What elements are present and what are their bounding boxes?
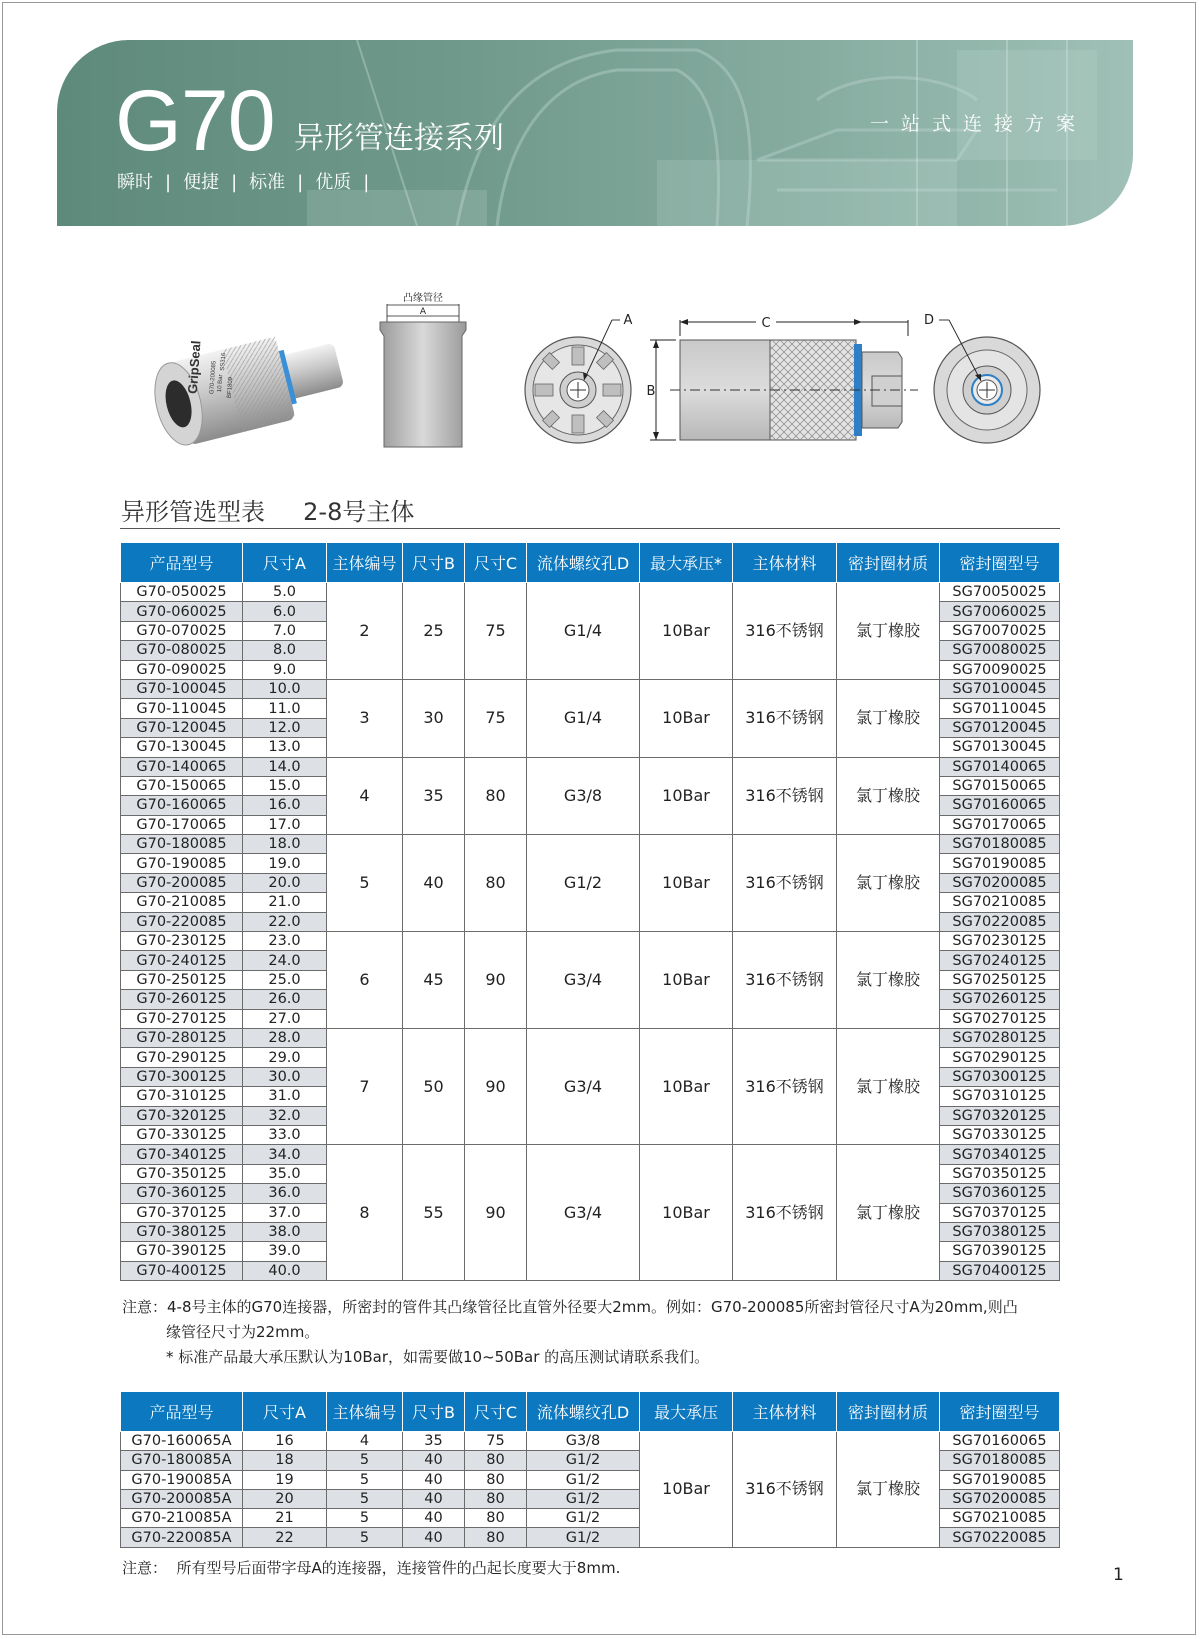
cell-seal-material: 氯丁橡胶: [837, 1432, 940, 1548]
cell-model: G70-060025: [121, 602, 243, 621]
cell-body-number: 3: [327, 679, 403, 757]
cell-model: G70-380125: [121, 1222, 243, 1241]
tag-separator: |: [165, 172, 172, 193]
cell-size-a: 20: [243, 1489, 327, 1508]
cell-size-a: 6.0: [243, 602, 327, 621]
cell-body-number: 4: [327, 1432, 403, 1451]
cell-size-a: 16.0: [243, 796, 327, 815]
dimension-c-label: C: [761, 316, 771, 331]
pressure-engraving: 10 Bar: [217, 374, 225, 393]
cell-model: G70-140065: [121, 757, 243, 776]
cell-seal-material: 氯丁橡胶: [837, 1145, 940, 1281]
cell-seal-model: SG70260125: [940, 990, 1060, 1009]
header-size-b: 尺寸B: [403, 1392, 465, 1432]
cell-max-pressure: 10Bar: [640, 1145, 733, 1281]
side-view-drawing: [636, 308, 926, 448]
cell-model: G70-100045: [121, 679, 243, 698]
series-subtitle: 异形管连接系列: [294, 121, 504, 156]
cell-size-a: 25.0: [243, 970, 327, 989]
cell-body-number: 5: [327, 1528, 403, 1547]
tag-separator: |: [363, 172, 370, 193]
cell-size-a: 27.0: [243, 1009, 327, 1028]
cell-size-a: 15.0: [243, 776, 327, 795]
cell-thread-d: G1/2: [527, 1470, 640, 1489]
header-size-a: 尺寸A: [243, 1392, 327, 1432]
tag-convenient: 便捷: [183, 172, 220, 193]
cell-size-b: 45: [403, 932, 465, 1029]
header-seal-material: 密封圈材质: [837, 543, 940, 583]
cell-size-a: 18.0: [243, 835, 327, 854]
cell-max-pressure: 10Bar: [640, 1432, 733, 1548]
cell-model: G70-240125: [121, 951, 243, 970]
cell-size-a: 8.0: [243, 641, 327, 660]
cell-seal-model: SG70230125: [940, 932, 1060, 951]
header-model: 产品型号: [121, 1392, 243, 1432]
note-main-table: [122, 1295, 1082, 1370]
cell-size-c: 80: [465, 1509, 527, 1528]
cell-size-a: 18: [243, 1451, 327, 1470]
cell-model: G70-220085A: [121, 1528, 243, 1547]
tag-separator: |: [231, 172, 238, 193]
cell-body-material: 316不锈钢: [733, 835, 837, 932]
cell-seal-model: SG70310125: [940, 1087, 1060, 1106]
cell-seal-model: SG70150065: [940, 776, 1060, 795]
cell-seal-model: SG70290125: [940, 1048, 1060, 1067]
cell-seal-model: SG70110045: [940, 699, 1060, 718]
cell-max-pressure: 10Bar: [640, 583, 733, 680]
dimension-b-label: B: [646, 384, 656, 399]
cell-seal-model: SG70250125: [940, 970, 1060, 989]
cell-size-b: 55: [403, 1145, 465, 1281]
note-line-3: * 标准产品最大承压默认为10Bar，如需要做10~50Bar 的高压测试请联系我们。: [166, 1348, 710, 1366]
cell-size-c: 90: [465, 932, 527, 1029]
model-engraving: G70-200085: [209, 360, 218, 395]
cell-model: G70-180085: [121, 835, 243, 854]
cell-size-b: 50: [403, 1028, 465, 1144]
cell-size-a: 22: [243, 1528, 327, 1547]
cell-body-number: 5: [327, 1489, 403, 1508]
cell-model: G70-270125: [121, 1009, 243, 1028]
cell-size-a: 32.0: [243, 1106, 327, 1125]
page-number: 1: [1113, 1565, 1124, 1585]
cell-thread-d: G3/8: [527, 757, 640, 835]
cell-seal-model: SG70270125: [940, 1009, 1060, 1028]
header-thread-d: 流体螺纹孔D: [527, 543, 640, 583]
cell-body-material: 316不锈钢: [733, 583, 837, 680]
cell-size-b: 40: [403, 1509, 465, 1528]
header-max-pressure: 最大承压*: [640, 543, 733, 583]
cell-seal-model: SG70340125: [940, 1145, 1060, 1164]
cell-seal-model: SG70210085: [940, 1509, 1060, 1528]
header-size-c: 尺寸C: [465, 1392, 527, 1432]
cell-max-pressure: 10Bar: [640, 679, 733, 757]
cell-body-number: 2: [327, 583, 403, 680]
cell-model: G70-110045: [121, 699, 243, 718]
cell-size-a: 40.0: [243, 1261, 327, 1280]
cell-size-a: 39.0: [243, 1242, 327, 1261]
cell-seal-material: 氯丁橡胶: [837, 932, 940, 1029]
cell-model: G70-160065: [121, 796, 243, 815]
cell-seal-model: SG70180085: [940, 835, 1060, 854]
cell-model: G70-090025: [121, 660, 243, 679]
cell-size-c: 75: [465, 679, 527, 757]
cell-model: G70-210085: [121, 893, 243, 912]
cell-seal-model: SG70140065: [940, 757, 1060, 776]
cell-model: G70-300125: [121, 1067, 243, 1086]
cell-model: G70-200085A: [121, 1489, 243, 1508]
cell-seal-material: 氯丁橡胶: [837, 1028, 940, 1144]
cell-seal-model: SG70300125: [940, 1067, 1060, 1086]
table-row: [121, 583, 1060, 602]
cell-seal-model: SG70190085: [940, 1470, 1060, 1489]
table-header-row: [121, 1392, 1060, 1432]
dimension-d-label: D: [923, 313, 935, 328]
cell-model: G70-070025: [121, 621, 243, 640]
cell-body-number: 5: [327, 1509, 403, 1528]
selection-table-main: [120, 542, 1060, 1281]
cell-model: G70-050025: [121, 583, 243, 602]
cell-seal-model: SG70280125: [940, 1028, 1060, 1047]
cell-model: G70-280125: [121, 1028, 243, 1047]
cell-size-b: 40: [403, 1528, 465, 1547]
cell-seal-material: 氯丁橡胶: [837, 757, 940, 835]
cell-size-a: 14.0: [243, 757, 327, 776]
cell-seal-model: SG70070025: [940, 621, 1060, 640]
cell-thread-d: G1/4: [527, 583, 640, 680]
cell-size-b: 35: [403, 757, 465, 835]
cell-model: G70-150065: [121, 776, 243, 795]
cell-seal-model: SG70120045: [940, 718, 1060, 737]
cell-seal-model: SG70390125: [940, 1242, 1060, 1261]
cell-seal-model: SG70100045: [940, 679, 1060, 698]
selection-table-title: 异形管选型表 2-8号主体: [121, 498, 415, 526]
cell-size-a: 34.0: [243, 1145, 327, 1164]
header-size-a: 尺寸A: [243, 543, 327, 583]
cell-size-c: 80: [465, 1451, 527, 1470]
table-row: [121, 1028, 1060, 1047]
cell-seal-model: SG70330125: [940, 1125, 1060, 1144]
cell-thread-d: G1/2: [527, 1451, 640, 1470]
cell-model: G70-290125: [121, 1048, 243, 1067]
cell-size-a: 19.0: [243, 854, 327, 873]
dimension-a-label: A: [623, 313, 633, 328]
cell-size-b: 40: [403, 1451, 465, 1470]
cell-size-c: 80: [465, 1528, 527, 1547]
series-title: G70: [115, 73, 275, 169]
cell-size-b: 30: [403, 679, 465, 757]
cell-model: G70-250125: [121, 970, 243, 989]
cell-size-a: 36.0: [243, 1184, 327, 1203]
cell-size-a: 11.0: [243, 699, 327, 718]
header-thread-d: 流体螺纹孔D: [527, 1392, 640, 1432]
cell-seal-model: SG70380125: [940, 1222, 1060, 1241]
note-a-series: 注意： 所有型号后面带字母A的连接器，连接管件的凸起长度要大于8mm.: [122, 1559, 621, 1577]
feature-tags: [117, 168, 381, 194]
cell-seal-model: SG70190085: [940, 854, 1060, 873]
cell-seal-model: SG70220085: [940, 912, 1060, 931]
cell-max-pressure: 10Bar: [640, 932, 733, 1029]
cell-body-number: 6: [327, 932, 403, 1029]
material-engraving: SS316: [219, 352, 228, 372]
cell-model: G70-400125: [121, 1261, 243, 1280]
table-row: [121, 757, 1060, 776]
cell-seal-model: SG70220085: [940, 1528, 1060, 1547]
header-body-number: 主体编号: [327, 1392, 403, 1432]
table-row: [121, 932, 1060, 951]
cell-size-a: 24.0: [243, 951, 327, 970]
selection-table-a-series: [120, 1391, 1060, 1548]
cell-model: G70-190085: [121, 854, 243, 873]
cell-size-a: 12.0: [243, 718, 327, 737]
cell-size-c: 75: [465, 583, 527, 680]
cell-body-material: 316不锈钢: [733, 1028, 837, 1144]
cell-seal-model: SG70320125: [940, 1106, 1060, 1125]
cell-size-a: 7.0: [243, 621, 327, 640]
cell-seal-model: SG70210085: [940, 893, 1060, 912]
cell-size-b: 40: [403, 835, 465, 932]
cell-seal-model: SG70400125: [940, 1261, 1060, 1280]
cell-thread-d: G1/2: [527, 835, 640, 932]
header-body-material: 主体材料: [733, 543, 837, 583]
tag-separator: |: [297, 172, 304, 193]
cell-size-c: 80: [465, 1489, 527, 1508]
cell-size-a: 10.0: [243, 679, 327, 698]
cell-model: G70-310125: [121, 1087, 243, 1106]
cell-size-a: 35.0: [243, 1164, 327, 1183]
cell-size-c: 80: [465, 835, 527, 932]
cell-size-a: 26.0: [243, 990, 327, 1009]
cell-seal-model: SG70200085: [940, 873, 1060, 892]
cell-thread-d: G3/4: [527, 1028, 640, 1144]
cell-size-c: 90: [465, 1028, 527, 1144]
cell-seal-model: SG70050025: [940, 583, 1060, 602]
table-row: [121, 1432, 1060, 1451]
cell-seal-model: SG70350125: [940, 1164, 1060, 1183]
cell-model: G70-130045: [121, 738, 243, 757]
cell-thread-d: G1/2: [527, 1489, 640, 1508]
header-size-b: 尺寸B: [403, 543, 465, 583]
cell-seal-model: SG70060025: [940, 602, 1060, 621]
header-body-material: 主体材料: [733, 1392, 837, 1432]
section-divider: [120, 528, 1060, 529]
cell-seal-model: SG70180085: [940, 1451, 1060, 1470]
cell-size-c: 80: [465, 757, 527, 835]
cell-size-c: 90: [465, 1145, 527, 1281]
cell-seal-model: SG70160065: [940, 1432, 1060, 1451]
cell-size-b: 40: [403, 1489, 465, 1508]
header-banner: [57, 40, 1133, 226]
slogan: 一站式连接方案: [869, 113, 1087, 135]
cell-size-c: 75: [465, 1432, 527, 1451]
cell-size-a: 22.0: [243, 912, 327, 931]
cell-size-a: 5.0: [243, 583, 327, 602]
cell-thread-d: G1/2: [527, 1528, 640, 1547]
header-size-c: 尺寸C: [465, 543, 527, 583]
cell-size-a: 20.0: [243, 873, 327, 892]
cell-body-material: 316不锈钢: [733, 757, 837, 835]
product-photo: [136, 320, 356, 450]
cell-seal-material: 氯丁橡胶: [837, 835, 940, 932]
flange-pipe-drawing: [378, 292, 468, 452]
cell-seal-model: SG70370125: [940, 1203, 1060, 1222]
header-seal-material: 密封圈材质: [837, 1392, 940, 1432]
cell-size-b: 40: [403, 1470, 465, 1489]
brand-engraving: GripSeal: [184, 340, 204, 395]
cell-body-number: 7: [327, 1028, 403, 1144]
header-seal-model: 密封圈型号: [940, 543, 1060, 583]
cell-size-a: 9.0: [243, 660, 327, 679]
cell-body-number: 8: [327, 1145, 403, 1281]
cell-model: G70-390125: [121, 1242, 243, 1261]
cell-body-number: 4: [327, 757, 403, 835]
end-view-seal-drawing: [925, 308, 1055, 438]
cell-model: G70-220085: [121, 912, 243, 931]
cell-thread-d: G3/8: [527, 1432, 640, 1451]
cell-body-number: 5: [327, 1470, 403, 1489]
cell-size-a: 21: [243, 1509, 327, 1528]
code-engraving: BF1809: [226, 376, 235, 399]
cell-model: G70-260125: [121, 990, 243, 1009]
cell-model: G70-210085A: [121, 1509, 243, 1528]
header-seal-model: 密封圈型号: [940, 1392, 1060, 1432]
cell-body-material: 316不锈钢: [733, 1432, 837, 1548]
dimension-a-label-top: A: [419, 307, 427, 317]
cell-thread-d: G3/4: [527, 1145, 640, 1281]
cell-model: G70-320125: [121, 1106, 243, 1125]
cell-body-number: 5: [327, 835, 403, 932]
cell-size-a: 30.0: [243, 1067, 327, 1086]
cell-model: G70-080025: [121, 641, 243, 660]
cell-seal-model: SG70170065: [940, 815, 1060, 834]
tag-standard: 标准: [249, 172, 286, 193]
cell-size-a: 33.0: [243, 1125, 327, 1144]
cell-seal-model: SG70130045: [940, 738, 1060, 757]
cell-size-a: 23.0: [243, 932, 327, 951]
cell-body-material: 316不锈钢: [733, 932, 837, 1029]
cell-thread-d: G1/4: [527, 679, 640, 757]
cell-size-a: 28.0: [243, 1028, 327, 1047]
cell-seal-model: SG70090025: [940, 660, 1060, 679]
tag-quality: 优质: [315, 172, 352, 193]
cell-size-a: 19: [243, 1470, 327, 1489]
header-max-pressure: 最大承压: [640, 1392, 733, 1432]
note-line-2: 缘管径尺寸为22mm。: [166, 1323, 320, 1341]
cell-seal-model: SG70200085: [940, 1489, 1060, 1508]
cell-model: G70-340125: [121, 1145, 243, 1164]
cell-model: G70-190085A: [121, 1470, 243, 1489]
header-model: 产品型号: [121, 543, 243, 583]
cell-size-a: 16: [243, 1432, 327, 1451]
cell-body-number: 5: [327, 1451, 403, 1470]
cell-size-b: 35: [403, 1432, 465, 1451]
cell-size-a: 13.0: [243, 738, 327, 757]
tag-instant: 瞬时: [117, 172, 153, 193]
cell-thread-d: G1/2: [527, 1509, 640, 1528]
cell-model: G70-370125: [121, 1203, 243, 1222]
cell-model: G70-180085A: [121, 1451, 243, 1470]
table-header-row: [121, 543, 1060, 583]
cell-model: G70-170065: [121, 815, 243, 834]
cell-size-a: 31.0: [243, 1087, 327, 1106]
cell-body-material: 316不锈钢: [733, 1145, 837, 1281]
cell-size-a: 21.0: [243, 893, 327, 912]
cell-model: G70-160065A: [121, 1432, 243, 1451]
table-row: [121, 1145, 1060, 1164]
table-row: [121, 835, 1060, 854]
header-body-number: 主体编号: [327, 543, 403, 583]
cell-size-a: 17.0: [243, 815, 327, 834]
cell-size-a: 29.0: [243, 1048, 327, 1067]
cell-model: G70-120045: [121, 718, 243, 737]
cell-model: G70-360125: [121, 1184, 243, 1203]
cell-seal-model: SG70160065: [940, 796, 1060, 815]
cell-size-a: 38.0: [243, 1222, 327, 1241]
end-view-drawing: [520, 312, 650, 432]
cell-seal-model: SG70360125: [940, 1184, 1060, 1203]
cell-size-c: 80: [465, 1470, 527, 1489]
cell-max-pressure: 10Bar: [640, 1028, 733, 1144]
flange-diameter-label: 凸缘管径: [403, 293, 443, 304]
cell-seal-material: 氯丁橡胶: [837, 679, 940, 757]
cell-thread-d: G3/4: [527, 932, 640, 1029]
table-row: [121, 679, 1060, 698]
cell-seal-model: SG70080025: [940, 641, 1060, 660]
cell-seal-material: 氯丁橡胶: [837, 583, 940, 680]
cell-size-a: 37.0: [243, 1203, 327, 1222]
note-line-1: 注意：4-8号主体的G70连接器，所密封的管件其凸缘管径比直管外径要大2mm。例如：G70-200085所密封管径尺寸A为20mm,则凸: [122, 1298, 1018, 1316]
cell-model: G70-230125: [121, 932, 243, 951]
cell-body-material: 316不锈钢: [733, 679, 837, 757]
cell-max-pressure: 10Bar: [640, 835, 733, 932]
cell-model: G70-330125: [121, 1125, 243, 1144]
cell-max-pressure: 10Bar: [640, 757, 733, 835]
cell-model: G70-200085: [121, 873, 243, 892]
cell-size-b: 25: [403, 583, 465, 680]
cell-model: G70-350125: [121, 1164, 243, 1183]
cell-seal-model: SG70240125: [940, 951, 1060, 970]
